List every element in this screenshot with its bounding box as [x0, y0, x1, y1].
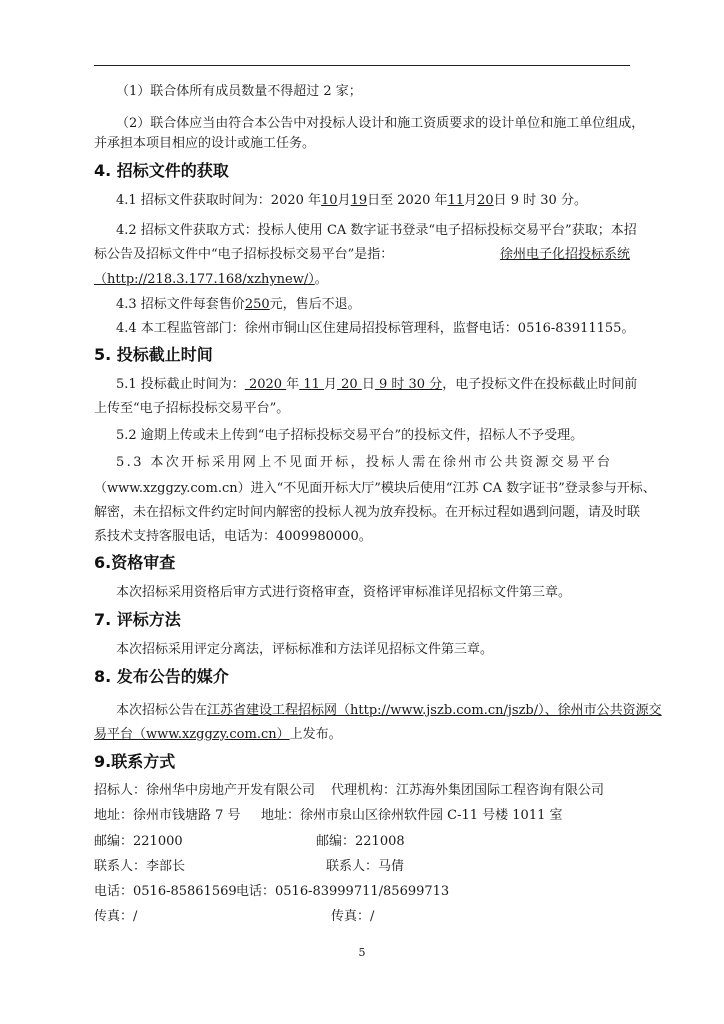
para-8-line-1 [116, 703, 662, 719]
section-9-heading: 9.联系方式 [94, 752, 176, 771]
month-start: 10 [321, 193, 338, 208]
text: 日 9 时 30 分。 [493, 193, 587, 208]
phone-agent: 电话：0516-83999711/85699713 [236, 884, 450, 899]
text: 日 [361, 377, 375, 392]
price: 250 [244, 297, 270, 312]
text: 年 [286, 377, 300, 392]
para-5-2: 5.2 逾期上传或未上传到“电子招标投标交易平台”的投标文件，招标人不予受理。 [116, 428, 584, 443]
phone-tenderer: 电话：0516-85861569 [94, 884, 237, 899]
item-2-line-1: （2）联合体应当由符合本公告中对投标人设计和施工资质要求的设计单位和施工单位组成， [116, 116, 645, 131]
section-8-heading: 8. 发布公告的媒介 [94, 667, 229, 686]
text: 月 [337, 193, 351, 208]
text: 。 [314, 272, 328, 287]
zip-tenderer: 邮编：221000 [94, 834, 183, 849]
para-4-3 [116, 297, 361, 313]
address-agent: 地址：徐州市泉山区徐州软件园 C-11 号楼 1011 室 [261, 808, 563, 823]
text: 月 [464, 193, 478, 208]
para-5-3-line-4: 系技术支持客服电话，电话为：4009980000。 [94, 529, 372, 544]
contact-agent: 联系人：马倩 [326, 859, 405, 874]
item-2-line-2: 并承担本项目相应的设计或施工任务。 [94, 136, 316, 151]
text: 月 [324, 377, 338, 392]
section-6-heading: 6.资格审查 [94, 553, 176, 572]
deadline-day: 20 [337, 377, 362, 392]
text: 5.1 投标截止时间为： [116, 377, 245, 392]
text: 标公告及招标文件中“电子招标投标交易平台”是指： [94, 247, 394, 262]
deadline-time: 9 时 30 分 [374, 377, 443, 392]
day-end: 20 [477, 193, 494, 208]
address-tenderer: 地址：徐州市钱塘路 7 号 [94, 808, 241, 823]
fax-tenderer: 传真：/ [94, 909, 138, 924]
para-6: 本次招标采用资格后审方式进行资格审查，资格评审标准详见招标文件第三章。 [116, 585, 572, 600]
month-end: 11 [447, 193, 465, 208]
para-7: 本次招标采用评定分离法，评标标准和方法详见招标文件第三章。 [116, 642, 494, 657]
platform-link[interactable]: 徐州电子化招投标系统 [499, 247, 630, 262]
text: 元，售后不退。 [269, 297, 361, 312]
item-1: （1）联合体所有成员数量不得超过 2 家； [116, 84, 362, 99]
para-8-line-2 [94, 727, 342, 743]
para-4-4: 4.4 本工程监管部门：徐州市铜山区住建局招投标管理科，监督电话：0516-83911155。 [116, 321, 635, 336]
media-links[interactable]: 江苏省建设工程招标网（http://www.jszb.com.cn/jszb/）、徐州市公共资源交 [207, 703, 662, 718]
para-5-3-line-1: 5.3 本次开标采用网上不见面开标，投标人需在徐州市公共资源交易平台 [116, 455, 613, 470]
section-5-heading: 5. 投标截止时间 [94, 345, 213, 364]
text: ，电子投标文件在投标截止时间前 [442, 377, 638, 392]
text: 上发布。 [289, 727, 342, 742]
para-5-3-line-2: （www.xzggzy.com.cn）进入“不见面开标大厅”模块后使用“江苏 CA 数字证书”登录参与开标、 [94, 481, 656, 496]
text: 日至 2020 年 [367, 193, 448, 208]
platform-link[interactable]: 易平台（www.xzggzy.com.cn） [94, 727, 290, 742]
zip-agent: 邮编：221008 [316, 834, 405, 849]
para-4-2-line-3 [94, 272, 328, 288]
text: 4.1 招标文件获取时间为：2020 年 [116, 193, 322, 208]
day-start: 19 [350, 193, 368, 208]
agent: 代理机构：江苏海外集团国际工程咨询有限公司 [331, 783, 605, 798]
platform-url-link[interactable]: （http://218.3.177.168/xzhynew/） [94, 272, 315, 287]
deadline-year: 2020 [244, 377, 287, 392]
para-4-2-line-1: 4.2 招标文件获取方式：投标人使用 CA 数字证书登录“电子招标投标交易平台”获取；本招 [116, 223, 637, 238]
para-5-1-line-2: 上传至“电子招标投标交易平台”。 [94, 401, 290, 416]
para-4-1 [116, 193, 587, 209]
tenderer: 招标人：徐州华中房地产开发有限公司 [94, 783, 316, 798]
section-7-heading: 7. 评标方法 [94, 610, 181, 629]
deadline-month: 11 [299, 377, 324, 392]
para-5-3-line-3: 解密，未在招标文件约定时间内解密的投标人视为放弃投标。在开标过程如遇到问题，请及时联 [94, 505, 641, 520]
text: 4.3 招标文件每套售价 [116, 297, 245, 312]
fax-agent: 传真：/ [331, 909, 375, 924]
section-4-heading: 4. 招标文件的获取 [94, 161, 229, 180]
page-number: 5 [358, 946, 366, 959]
para-4-2-line-2 [94, 247, 630, 263]
contact-tenderer: 联系人：李部长 [94, 859, 186, 874]
para-5-1 [116, 377, 637, 393]
text: 本次招标公告在 [116, 703, 208, 718]
header-rule [94, 65, 630, 66]
